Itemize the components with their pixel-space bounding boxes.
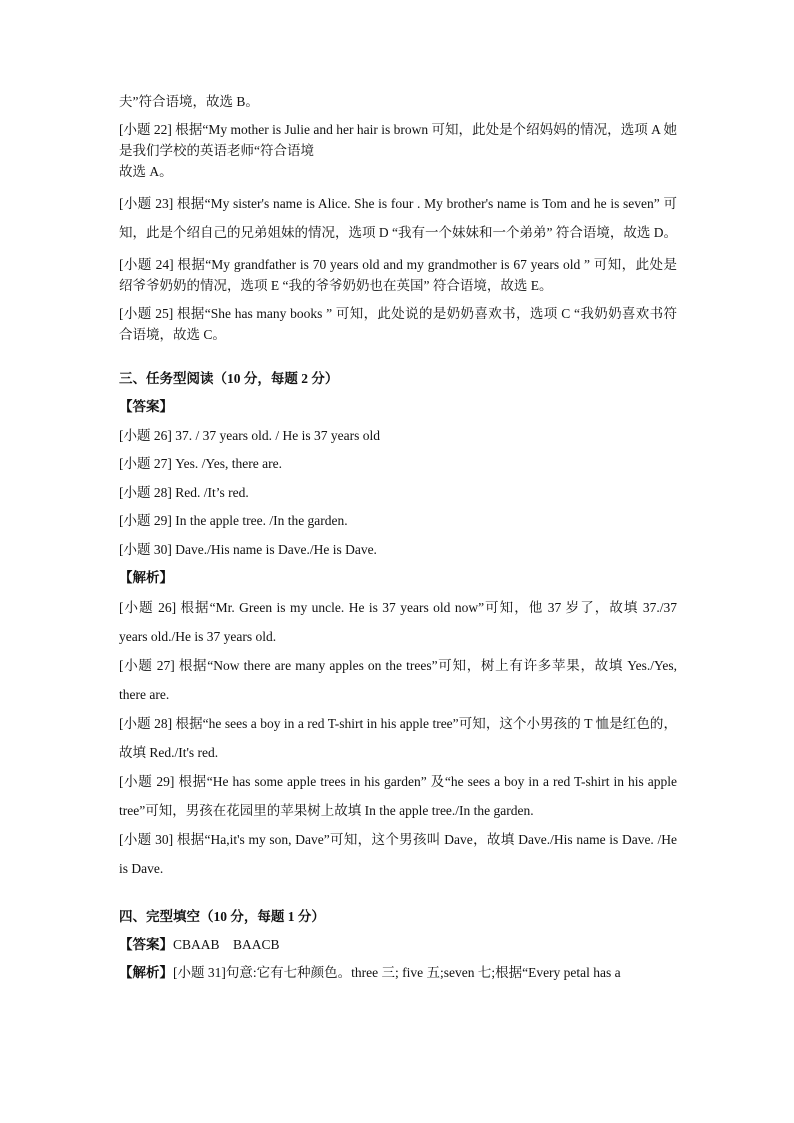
cloze-analysis-line bbox=[119, 959, 677, 988]
answer-tag: 【答案】 bbox=[119, 399, 173, 414]
analysis-q26: [小题 26] 根据“Mr. Green is my uncle. He is 37 years old now”可知，他 37 岁了，故填 37./37 years old./He is 37 years old. bbox=[119, 599, 677, 644]
paragraph-q22: [小题 22] 根据“My mother is Julie and her hair is brown 可知，此处是个绍妈妈的情况，选项 A 她是我们学校的英语老师“符合语境 bbox=[119, 122, 677, 158]
analysis-q28: [小题 28] 根据“he sees a boy in a red T-shirt in his apple tree”可知，这个小男孩的 T 恤是红色的，故填 Red./It's red. bbox=[119, 715, 677, 760]
cloze-analysis-tag: 【解析】 bbox=[119, 965, 173, 980]
paragraph-q22-conclusion: 故选 A。 bbox=[119, 164, 173, 179]
analysis-q27: [小题 27] 根据“Now there are many apples on the trees”可知，树上有许多苹果，故填 Yes./Yes, there are. bbox=[119, 657, 677, 702]
answer-line-29: [小题 29] In the apple tree. /In the garden. bbox=[119, 513, 348, 528]
paragraph-q23: [小题 23] 根据“My sister's name is Alice. She is four . My brother's name is Tom and he is seven” 可知，此是个绍自己的兄弟姐妹的情况，选项 D “我有一个妹妹和一个弟弟” 符合语境，故选 D。 bbox=[119, 196, 677, 240]
answer-line-28: [小题 28] Red. /It’s red. bbox=[119, 484, 249, 500]
paragraph-q25: [小题 25] 根据“She has many books ” 可知，此处说的是奶奶喜欢书，选项 C “我奶奶喜欢书符合语境，故选 C。 bbox=[119, 306, 677, 342]
answer-line-26: [小题 26] 37. / 37 years old. / He is 37 years old bbox=[119, 427, 380, 443]
section-heading-task-reading: 三、任务型阅读（10 分，每题 2 分） bbox=[119, 371, 339, 386]
answer-line-27: [小题 27] Yes. /Yes, there are. bbox=[119, 456, 282, 471]
cloze-answer-text: CBAAB BAACB bbox=[173, 936, 280, 952]
answer-line-30: [小题 30] Dave./His name is Dave./He is Dave. bbox=[119, 541, 377, 557]
analysis-q29: [小题 29] 根据“He has some apple trees in his garden” 及“he sees a boy in a red T-shirt in his apple tree”可知，男孩在花园里的苹果树上故填 In the apple tree./In the garden. bbox=[119, 773, 677, 818]
paragraph-q24: [小题 24] 根据“My grandfather is 70 years old and my grandmother is 67 years old ” 可知，此处是绍爷爷奶奶的情况，选项 E “我的爷爷奶奶也在英国” 符合语境，故选 E。 bbox=[119, 257, 677, 293]
analysis-q30: [小题 30] 根据“Ha,it's my son, Dave”可知，这个男孩叫 Dave，故填 Dave./His name is Dave. /He is Dave. bbox=[119, 831, 677, 876]
cloze-answer-tag: 【答案】 bbox=[119, 936, 173, 952]
cloze-answer-line bbox=[119, 931, 677, 960]
section-heading-cloze: 四、完型填空（10 分，每题 1 分） bbox=[119, 908, 325, 924]
document-content bbox=[119, 91, 677, 988]
cloze-analysis-text: [小题 31]句意:它有七种颜色。three 三; five 五;seven 七;根据“Every petal has a bbox=[173, 965, 621, 980]
paragraph-q21-tail: 夫”符合语境，故选 B。 bbox=[119, 94, 259, 109]
analysis-tag: 【解析】 bbox=[119, 570, 173, 585]
